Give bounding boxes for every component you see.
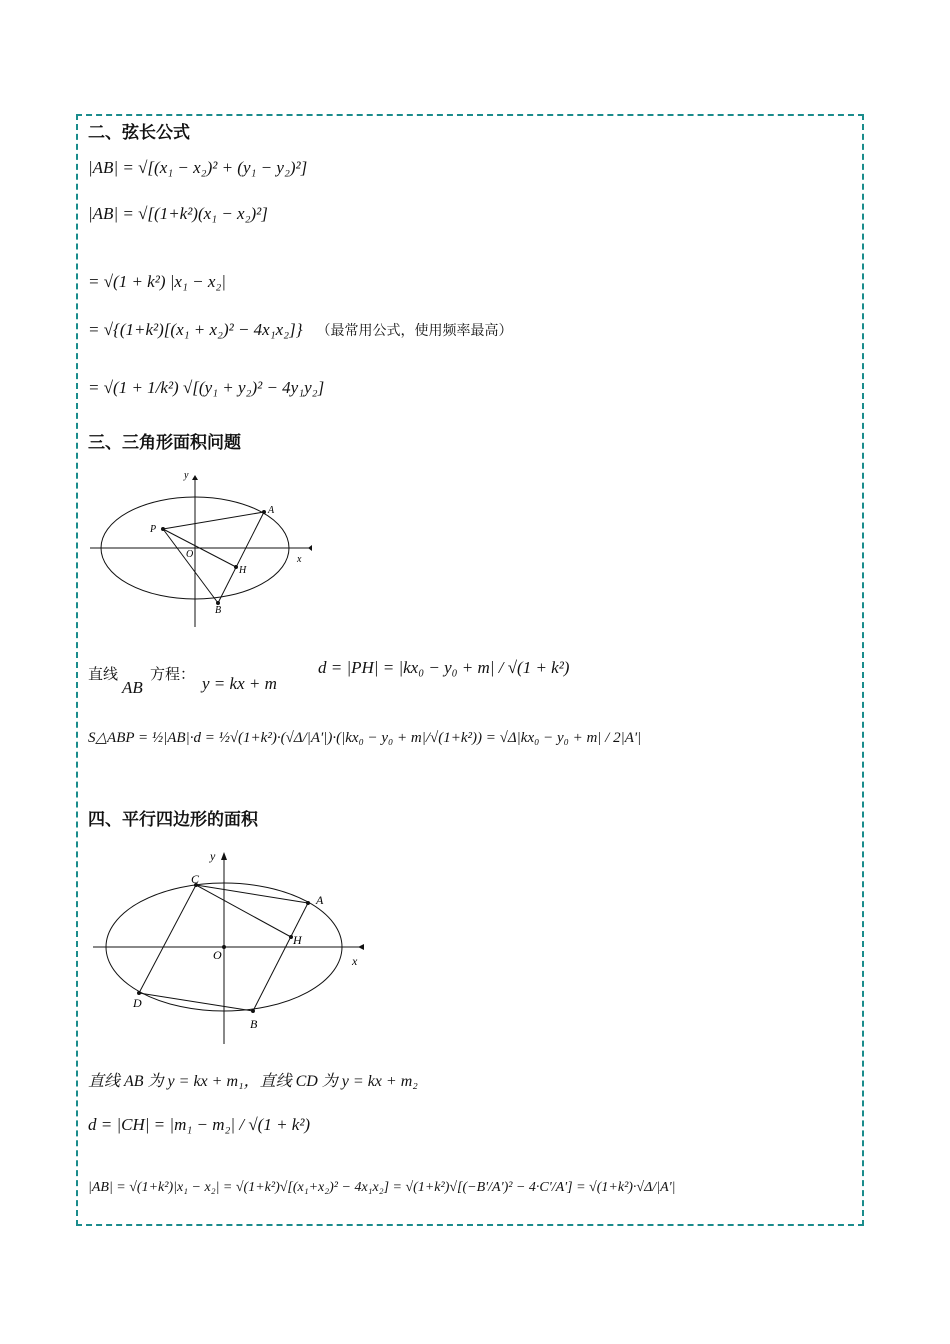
x-axis-arrow [358,944,364,950]
ab-length-formula: |AB| = √(1+k²)|x₁ − x₂| = √(1+k²)√[(x₁+x₂)² − 4x₁x₂] = √(1+k²)√[(−B'/A')² − 4·C'/A'] = √(1+k²)·√Δ/|A'| [88,1180,676,1195]
point-O [222,945,226,949]
label-x: x [352,954,358,968]
y-axis-arrow [192,475,198,480]
label-H: H [239,565,247,576]
point-A [306,901,310,905]
label-A: A [268,505,275,516]
section-title-chord: 二、弦长公式 [88,123,190,143]
label-y: y [184,470,189,481]
parallelogram-figure [88,844,378,1049]
formula-chord-4-row [88,320,513,340]
line-label: 直线 [88,665,119,683]
label-B: B [250,1017,258,1031]
label-y: y [210,849,216,863]
label-H: H [293,933,302,947]
formula-chord-1: |AB| = √[(x₁ − x₂)² + (y₁ − y₂)²] [88,158,308,177]
segment-DC [139,885,196,993]
label-P: P [150,524,157,535]
point-D [137,991,141,995]
label-O: O [213,948,222,962]
label-A: A [316,893,324,907]
formula-chord-4-note: （最常用公式，使用频率最高） [316,323,513,339]
y-axis-arrow [221,852,227,860]
x-axis-arrow [308,545,312,551]
formula-chord-2: |AB| = √[(1+k²)(x₁ − x₂)²] [88,204,268,223]
point-H [234,565,238,569]
segment-BD [139,993,253,1011]
segment-AB [253,903,308,1011]
formula-chord-4: = √{(1+k²)[(x₁ + x₂)² − 4x₁x₂]} [88,320,303,339]
formula-chord-3: = √(1 + k²) |x₁ − x₂| [88,272,226,291]
distance-CH: d = |CH| = |m₁ − m₂| / √(1 + k²) [88,1115,311,1134]
triangle-area-formula: S△ABP = ½|AB|·d = ½√(1+k²)·(√Δ/|A'|)·(|kx₀ − y₀ + m|/√(1+k²)) = √Δ|kx₀ − y₀ + m| / 2|A'| [88,730,642,746]
label-x: x [297,554,302,565]
triangle-figure [88,462,318,632]
point-P [161,527,165,531]
point-A [262,510,266,514]
segment-PA [163,512,264,529]
label-D: D [133,996,142,1010]
distance-PH: d = |PH| = |kx₀ − y₀ + m| / √(1 + k²) [318,658,570,677]
section-title-triangle: 三、三角形面积问题 [88,433,241,453]
eq-label: 方程： [150,665,196,683]
line-equation: y = kx + m [202,674,277,693]
line-name: AB [122,678,143,697]
formula-chord-5: = √(1 + 1/k²) √[(y₁ + y₂)² − 4y₁y₂] [88,378,325,397]
segment-AB [218,512,264,603]
parallel-lines-statement: 直线 AB 为 y = kx + m₁，直线 CD 为 y = kx + m₂ [88,1073,418,1090]
label-B: B [215,605,222,616]
section-title-parallelogram: 四、平行四边形的面积 [88,810,258,830]
segment-PB [163,529,218,603]
label-O: O [186,549,194,560]
label-C: C [191,872,200,886]
point-B [251,1009,255,1013]
